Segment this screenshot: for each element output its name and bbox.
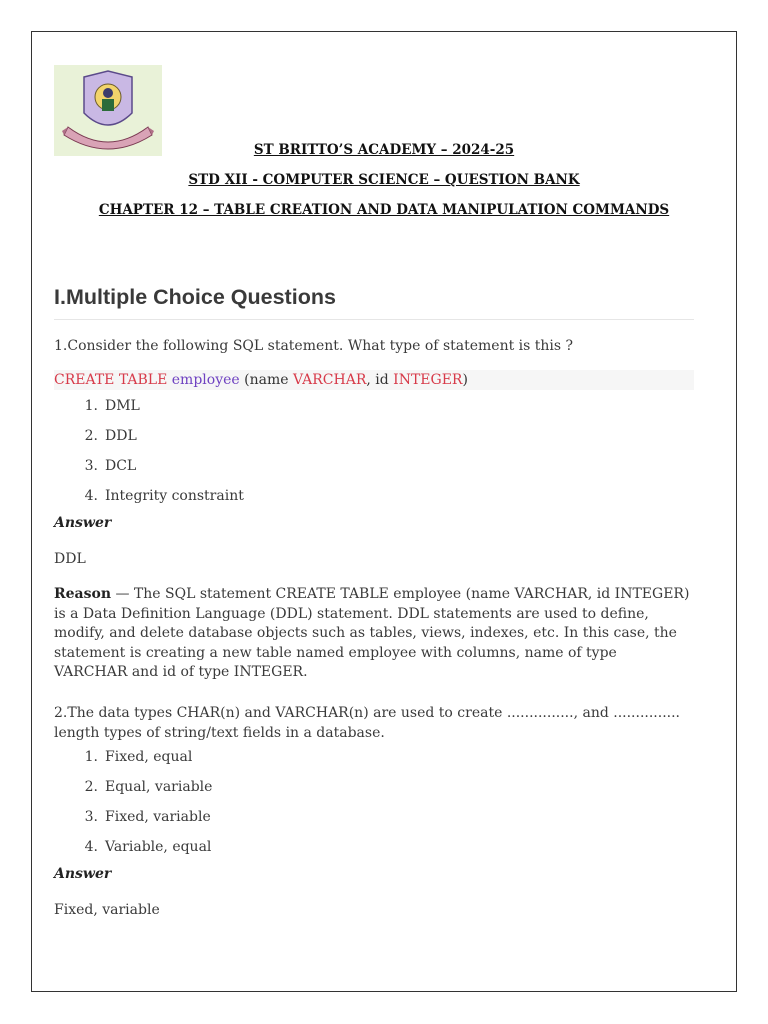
sql-type: VARCHAR [292,372,367,388]
q2-option-1: 1. Fixed, equal [84,749,193,765]
q2-option-3: 3. Fixed, variable [84,809,211,825]
reason-text: — The SQL statement CREATE TABLE employee (name VARCHAR, id INTEGER) is a Data Definition Language (DDL) statement. DDL statements are used to define, modify, and delete database objects such as tables, views, indexes, etc. In this case, the statement is creating a new table named employee with columns, name of type VARCHAR and id of type INTEGER. [54,586,690,680]
q1-reason [54,585,694,683]
q2-option-2: 2. Equal, variable [84,779,213,795]
document-page [31,31,737,992]
sql-text: , id [366,372,394,388]
sql-keyword: CREATE TABLE [54,372,168,388]
sql-code-block [54,370,694,390]
header-school-name: ST BRITTO’S ACADEMY – 2024-25 [253,142,515,158]
q2-option-4: 4. Variable, equal [84,839,212,855]
q2-answer: Fixed, variable [54,902,160,918]
q1-answer-label: Answer [54,515,112,531]
sql-table-name: employee [171,372,240,388]
question-2-text: 2.The data types CHAR(n) and VARCHAR(n) are used to create ..............., and ............... length types of string/text fields in a database. [54,705,680,741]
q2-answer-label: Answer [54,866,112,882]
sql-text: (name [239,372,293,388]
q1-option-1: 1. DML [84,398,140,414]
q1-option-2: 2. DDL [84,428,137,444]
header-class-subject: STD XII - COMPUTER SCIENCE – QUESTION BANK [188,172,580,188]
section-divider [54,319,694,320]
sql-type: INTEGER [393,372,463,388]
q1-answer: DDL [54,551,86,567]
q1-option-4: 4. Integrity constraint [84,488,244,504]
header-chapter: CHAPTER 12 – TABLE CREATION AND DATA MANIPULATION COMMANDS [98,202,670,218]
question-1-text: 1.Consider the following SQL statement. What type of statement is this ? [54,338,574,354]
sql-text: ) [462,372,468,388]
q1-option-3: 3. DCL [84,458,137,474]
reason-label: Reason [54,586,112,602]
section-title: I.Multiple Choice Questions [54,285,336,309]
